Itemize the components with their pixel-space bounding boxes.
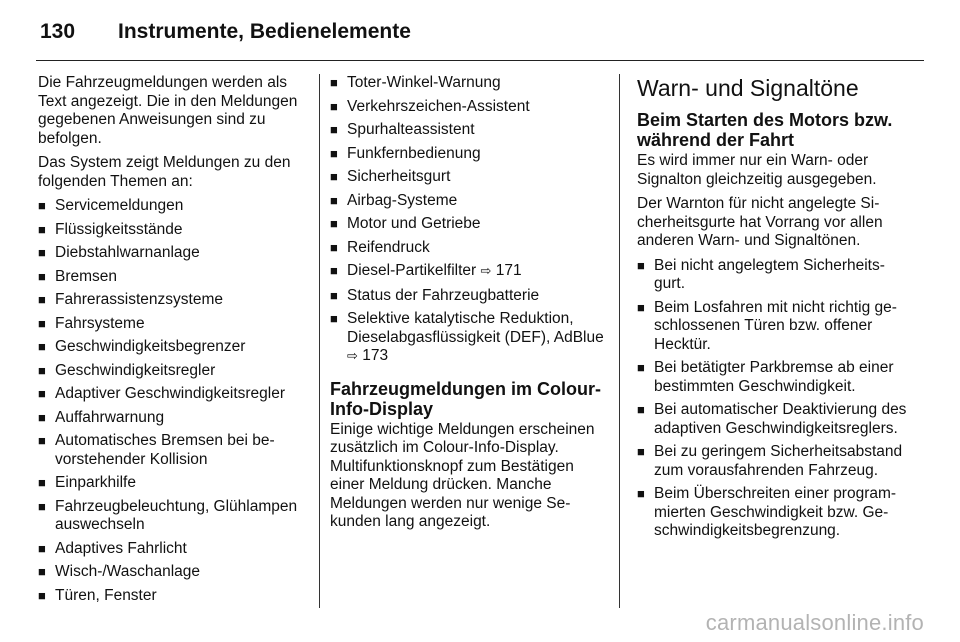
- list-item: ■ Flüssigkeitsstände: [38, 221, 310, 240]
- column-middle: [330, 74, 606, 538]
- list-item: ■ Funkfernbedienung: [330, 145, 606, 164]
- scr-page-ref[interactable]: 173: [362, 347, 389, 364]
- topics-list-continued: [330, 74, 606, 367]
- list-item: ■ Bei nicht angelegtem Sicherheitsgurt.: [637, 257, 907, 294]
- list-item: ■ Bei automatischer Deaktivierung des adaptiven Geschwindigkeitsreglers.: [637, 401, 907, 438]
- page-ref-arrow-icon: ⇨: [347, 349, 358, 364]
- intro-paragraph: Die Fahrzeugmeldungen werden als Text angezeigt. Die in den Meldungen gegebenen Anweisungen sind zu befolgen.: [38, 74, 298, 147]
- section-title: Warn- und Signaltöne: [637, 75, 859, 101]
- page-header: [36, 16, 924, 60]
- column-right: [637, 74, 907, 546]
- list-item: ■ Türen, Fenster: [38, 587, 310, 606]
- list-item: ■ Motor und Getriebe: [330, 215, 606, 234]
- list-item: ■ Einparkhilfe: [38, 474, 310, 493]
- list-item: ■ Reifendruck: [330, 239, 606, 258]
- list-item: ■ Beim Überschreiten einer programmierten Geschwindigkeit bzw. Geschwindigkeitsbegrenzung.: [637, 485, 907, 541]
- list-item: ■ Auffahrwarnung: [38, 409, 310, 428]
- list-item: ■ Geschwindigkeitsregler: [38, 362, 310, 381]
- list-item: ■ Toter-Winkel-Warnung: [330, 74, 606, 93]
- list-item: ■ Fahrzeugbeleuchtung, Glühlampen auswechseln: [38, 498, 310, 535]
- list-item: ■ Fahrsysteme: [38, 315, 310, 334]
- section-heading: Fahrzeugmeldungen im Colour-Info-Display: [330, 378, 602, 419]
- list-item: ■ Beim Losfahren mit nicht richtig geschlossenen Türen bzw. offener Hecktür.: [637, 299, 907, 355]
- list-item-scr: [330, 310, 606, 367]
- list-item: ■ Verkehrszeichen-Assistent: [330, 98, 606, 117]
- list-item: ■ Wisch-/Waschanlage: [38, 563, 310, 582]
- list-item: ■ Airbag-Systeme: [330, 192, 606, 211]
- list-item: ■ Diebstahlwarnanlage: [38, 244, 310, 263]
- list-item: ■ Bei betätigter Parkbremse ab einer bestimmten Geschwindigkeit.: [637, 359, 907, 396]
- sub-heading: Beim Starten des Motors bzw. während der Fahrt: [637, 110, 893, 150]
- list-item: ■ Adaptives Fahrlicht: [38, 540, 310, 559]
- chapter-title: Instrumente, Bedienelemente: [118, 20, 411, 43]
- column-left: [38, 74, 310, 610]
- list-item: ■ Servicemeldungen: [38, 197, 310, 216]
- column-divider: [619, 74, 620, 608]
- dpf-label: Diesel-Partikelfilter: [347, 262, 477, 279]
- list-item: ■ Status der Fahrzeugbatterie: [330, 287, 606, 306]
- warning-paragraph-1: Es wird immer nur ein Warn- oder Signalton gleichzeitig ausgegeben.: [637, 152, 877, 188]
- warning-paragraph-2: Der Warnton für nicht angelegte Sicherheitsgurte hat Vorrang vor allen anderen Warn- und Signaltönen.: [637, 195, 883, 249]
- list-item: ■ Bei zu geringem Sicherheitsabstand zum vorausfahrenden Fahrzeug.: [637, 443, 907, 480]
- column-divider: [319, 74, 320, 608]
- page-ref-arrow-icon: ⇨: [480, 264, 492, 279]
- scr-label: Selektive katalytische Reduktion, Dieselabgasflüssigkeit (DEF), AdBlue: [347, 310, 604, 346]
- topics-paragraph: Das System zeigt Meldungen zu den folgenden Themen an:: [38, 154, 291, 190]
- list-item: ■ Adaptiver Geschwindigkeitsregler: [38, 385, 310, 404]
- header-rule: [36, 60, 924, 61]
- dpf-page-ref[interactable]: 171: [495, 262, 522, 279]
- page-number: 130: [40, 20, 76, 43]
- list-item: ■ Bremsen: [38, 268, 310, 287]
- list-item: ■ Fahrerassistenzsysteme: [38, 291, 310, 310]
- list-item: ■ Spurhalteassistent: [330, 121, 606, 140]
- watermark: carmanualsonline.info: [705, 610, 924, 635]
- list-item: ■ Geschwindigkeitsbegrenzer: [38, 338, 310, 357]
- list-item: ■ Automatisches Bremsen bei bevorstehender Kollision: [38, 432, 310, 469]
- display-paragraph: Einige wichtige Meldungen erscheinen zusätzlich im Colour-Info-Display. Multifunktionsknopf zum Bestätigen einer Meldung drücken. Manche Meldungen werden nur wenige Sekunden lang angezeigt.: [330, 420, 595, 530]
- warning-list: [637, 257, 907, 541]
- list-item: ■ Sicherheitsgurt: [330, 168, 606, 187]
- topics-list: [38, 197, 310, 605]
- list-item-dpf: [330, 262, 606, 282]
